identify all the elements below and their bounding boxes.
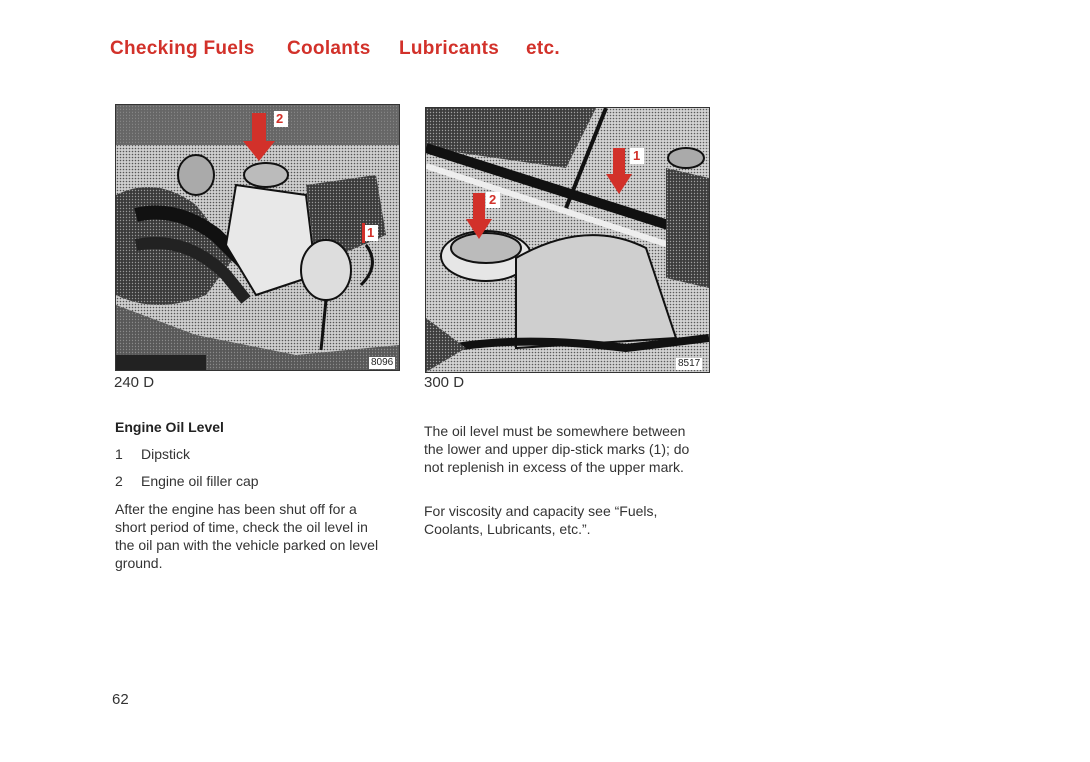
photo-reference-number: 8096 xyxy=(371,357,394,368)
page-number: 62 xyxy=(112,691,129,708)
callout-2: 2 xyxy=(276,111,284,126)
paragraph-shutoff: After the engine has been shut off for a short period of time, check the oil level in the oil pan with the vehicle parked on level ground. xyxy=(115,501,379,571)
engine-photo-240d xyxy=(115,104,400,371)
callout-1: 1 xyxy=(633,148,641,163)
photo-reference-number: 8517 xyxy=(678,358,701,369)
engine-photo-300d xyxy=(425,107,710,373)
header-coolants: Coolants xyxy=(287,38,371,59)
callout-1: 1 xyxy=(367,225,375,240)
list-item-label: Engine oil filler cap xyxy=(141,473,259,489)
header-lubricants: Lubricants xyxy=(399,38,500,59)
list-item-number: 1 xyxy=(115,446,123,462)
photo-caption-240d: 240 D xyxy=(114,374,155,391)
callout-2: 2 xyxy=(489,192,497,207)
paragraph-viscosity: For viscosity and capacity see “Fuels, Coolants, Lubricants, etc.”. xyxy=(424,503,658,537)
header-etc: etc. xyxy=(526,38,560,59)
page-header xyxy=(110,38,580,68)
header-checking-fuels: Checking Fuels xyxy=(110,38,255,59)
photo-caption-300d: 300 D xyxy=(424,374,465,391)
list-item-number: 2 xyxy=(115,473,123,489)
list-item-label: Dipstick xyxy=(141,446,191,462)
section-title: Engine Oil Level xyxy=(115,419,224,435)
paragraph-oil-level: The oil level must be somewhere between the lower and upper dip-stick marks (1); do not replenish in excess of the upper mark. xyxy=(424,423,690,475)
